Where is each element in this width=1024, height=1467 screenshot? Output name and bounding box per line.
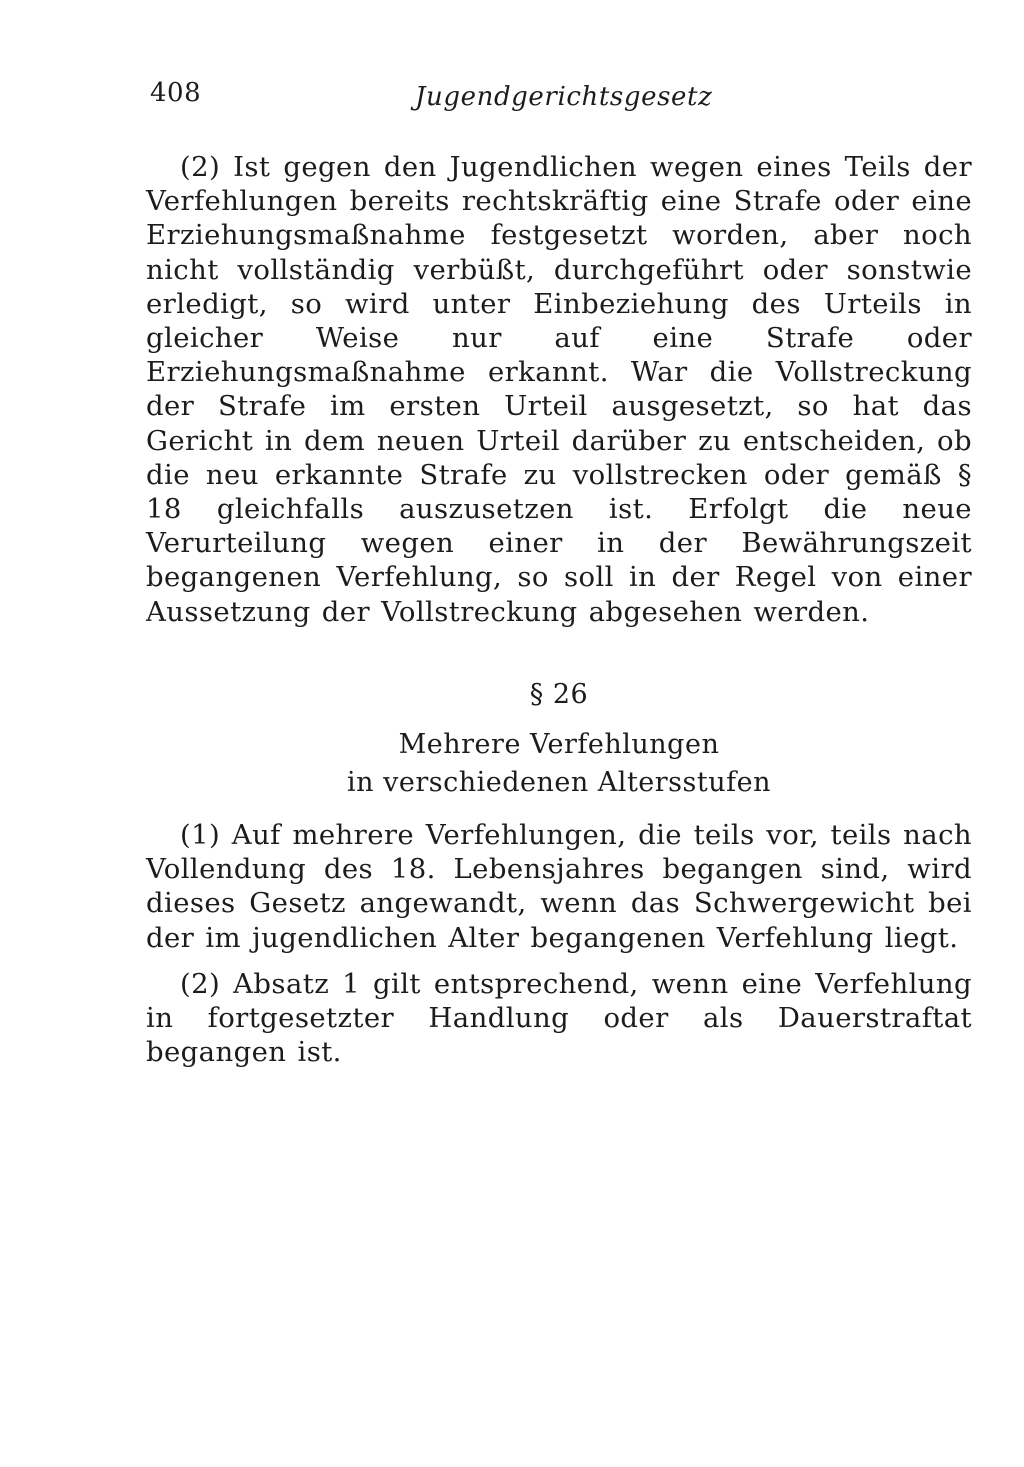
page-number: 408 — [150, 78, 202, 108]
running-title: Jugendgerichtsgesetz — [415, 82, 713, 112]
section-26-title-line-2: in verschiedenen Altersstufen — [346, 767, 771, 798]
section-25-continuation — [146, 150, 972, 629]
section-26-paragraph-2: (2) Absatz 1 gilt entsprechend, wenn eine Verfehlung in fortgesetzter Handlung oder als Dauerstraftat begangen ist. — [146, 967, 972, 1069]
page-header — [150, 78, 750, 118]
section-26-title-line-1: Mehrere Verfehlungen — [398, 729, 720, 760]
section-26-body — [146, 818, 972, 1069]
section-26-paragraph-1: (1) Auf mehrere Verfehlungen, die teils vor, teils nach Vollendung des 18. Lebensjahres begangen sind, wird dieses Gesetz angewandt, wenn das Schwergewicht bei der im jugendlichen Alter begangenen Verfehlung liegt. — [146, 819, 972, 954]
section-26-number: § 26 — [529, 679, 589, 710]
section-26-heading — [146, 676, 972, 802]
section-25-paragraph-2: (2) Ist gegen den Jugendlichen wegen eines Teils der Verfehlungen bereits rechtskräftig eine Strafe oder eine Erziehungsmaßnahme festgesetzt worden, aber noch nicht vollständig verbüßt, durchgeführt oder sonstwie erledigt, so wird unter Einbeziehung des Urteils in gleicher Weise nur auf eine Strafe oder Erziehungsmaßnahme erkannt. War die Vollstreckung der Strafe im ersten Urteil ausgesetzt, so hat das Gericht in dem neuen Urteil darüber zu entscheiden, ob die neu erkannte Strafe zu vollstrecken oder gemäß § 18 gleichfalls auszusetzen ist. Erfolgt die neue Verurteilung wegen einer in der Bewährungszeit begangenen Verfehlung, so soll in der Regel von einer Aussetzung der Vollstreckung abgesehen werden. — [146, 151, 972, 628]
